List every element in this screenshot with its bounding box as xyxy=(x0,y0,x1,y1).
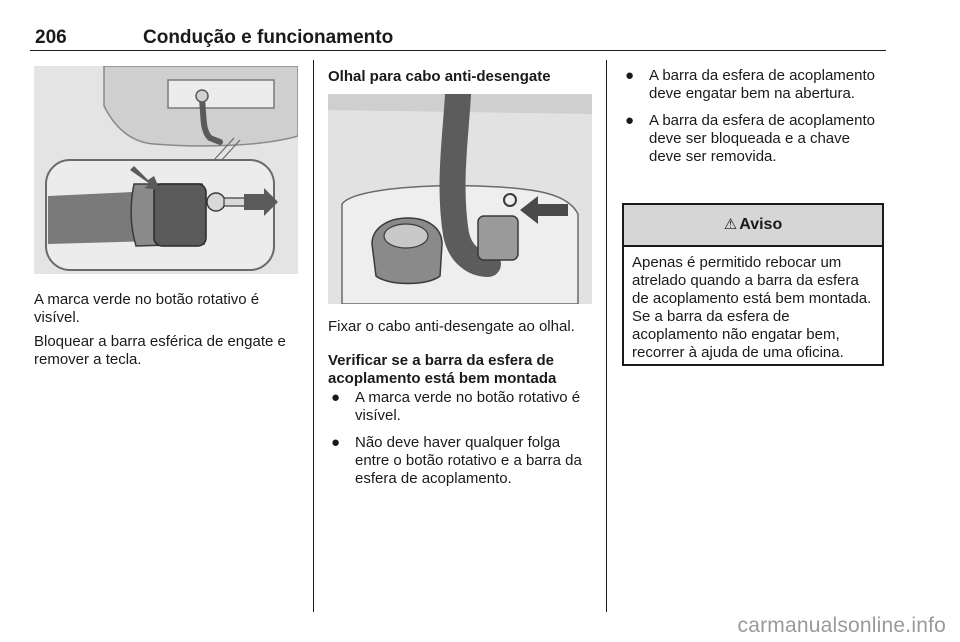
bullet-icon: ● xyxy=(625,112,635,129)
warning-title: Aviso xyxy=(739,216,783,233)
column-divider-left xyxy=(313,60,314,612)
bullet-icon: ● xyxy=(625,67,635,84)
breakaway-cable-eyelet-icon xyxy=(328,94,592,304)
tow-bar-ball-key-lock-icon xyxy=(34,66,298,274)
page-number: 206 xyxy=(35,27,67,48)
right-bullet-list xyxy=(622,67,884,175)
list-item: ● A barra da esfera de acoplamento deve ser bloqueada e a chave deve ser removida. xyxy=(625,112,875,165)
verify-bullet-list xyxy=(328,389,594,497)
heading-eyelet: Olhal para cabo anti-desengate xyxy=(328,68,551,85)
paragraph-lock-bar: Bloquear a barra esférica de engate e remover a tecla. xyxy=(34,333,286,368)
page-header xyxy=(30,22,886,51)
paragraph-green-mark: A marca verde no botão rotativo é visível. xyxy=(34,291,260,326)
list-item: ● A barra da esfera de acoplamento deve engatar bem na abertura. xyxy=(625,67,875,102)
warning-triangle-icon: ⚠ xyxy=(723,216,738,233)
warning-header xyxy=(624,205,882,247)
paragraph-attach-cable: Fixar o cabo anti-desengate ao olhal. xyxy=(328,318,575,335)
heading-verify-mounting: Verificar se a barra da esfera de acoplamento está bem montada xyxy=(328,352,557,387)
tow-bar-lock-figure xyxy=(34,66,298,274)
bullet-icon: ● xyxy=(331,434,341,451)
watermark: carmanualsonline.info xyxy=(737,614,946,637)
list-item: ● Não deve haver qualquer folga entre o botão rotativo e a barra da esfera de acoplamento. xyxy=(331,434,582,487)
chapter-title: Condução e funcionamento xyxy=(143,27,394,48)
warning-box xyxy=(622,203,884,366)
eyelet-figure xyxy=(328,94,592,304)
column-divider-right xyxy=(606,60,607,612)
list-item: ● A marca verde no botão rotativo é visível. xyxy=(331,389,581,424)
warning-text: Apenas é permitido rebocar um atrelado quando a barra da esfera de acoplamento está bem montada. Se a barra da esfera de acoplamento não engatar bem, recorrer à ajuda de uma oficina. xyxy=(632,254,872,361)
bullet-icon: ● xyxy=(331,389,341,406)
